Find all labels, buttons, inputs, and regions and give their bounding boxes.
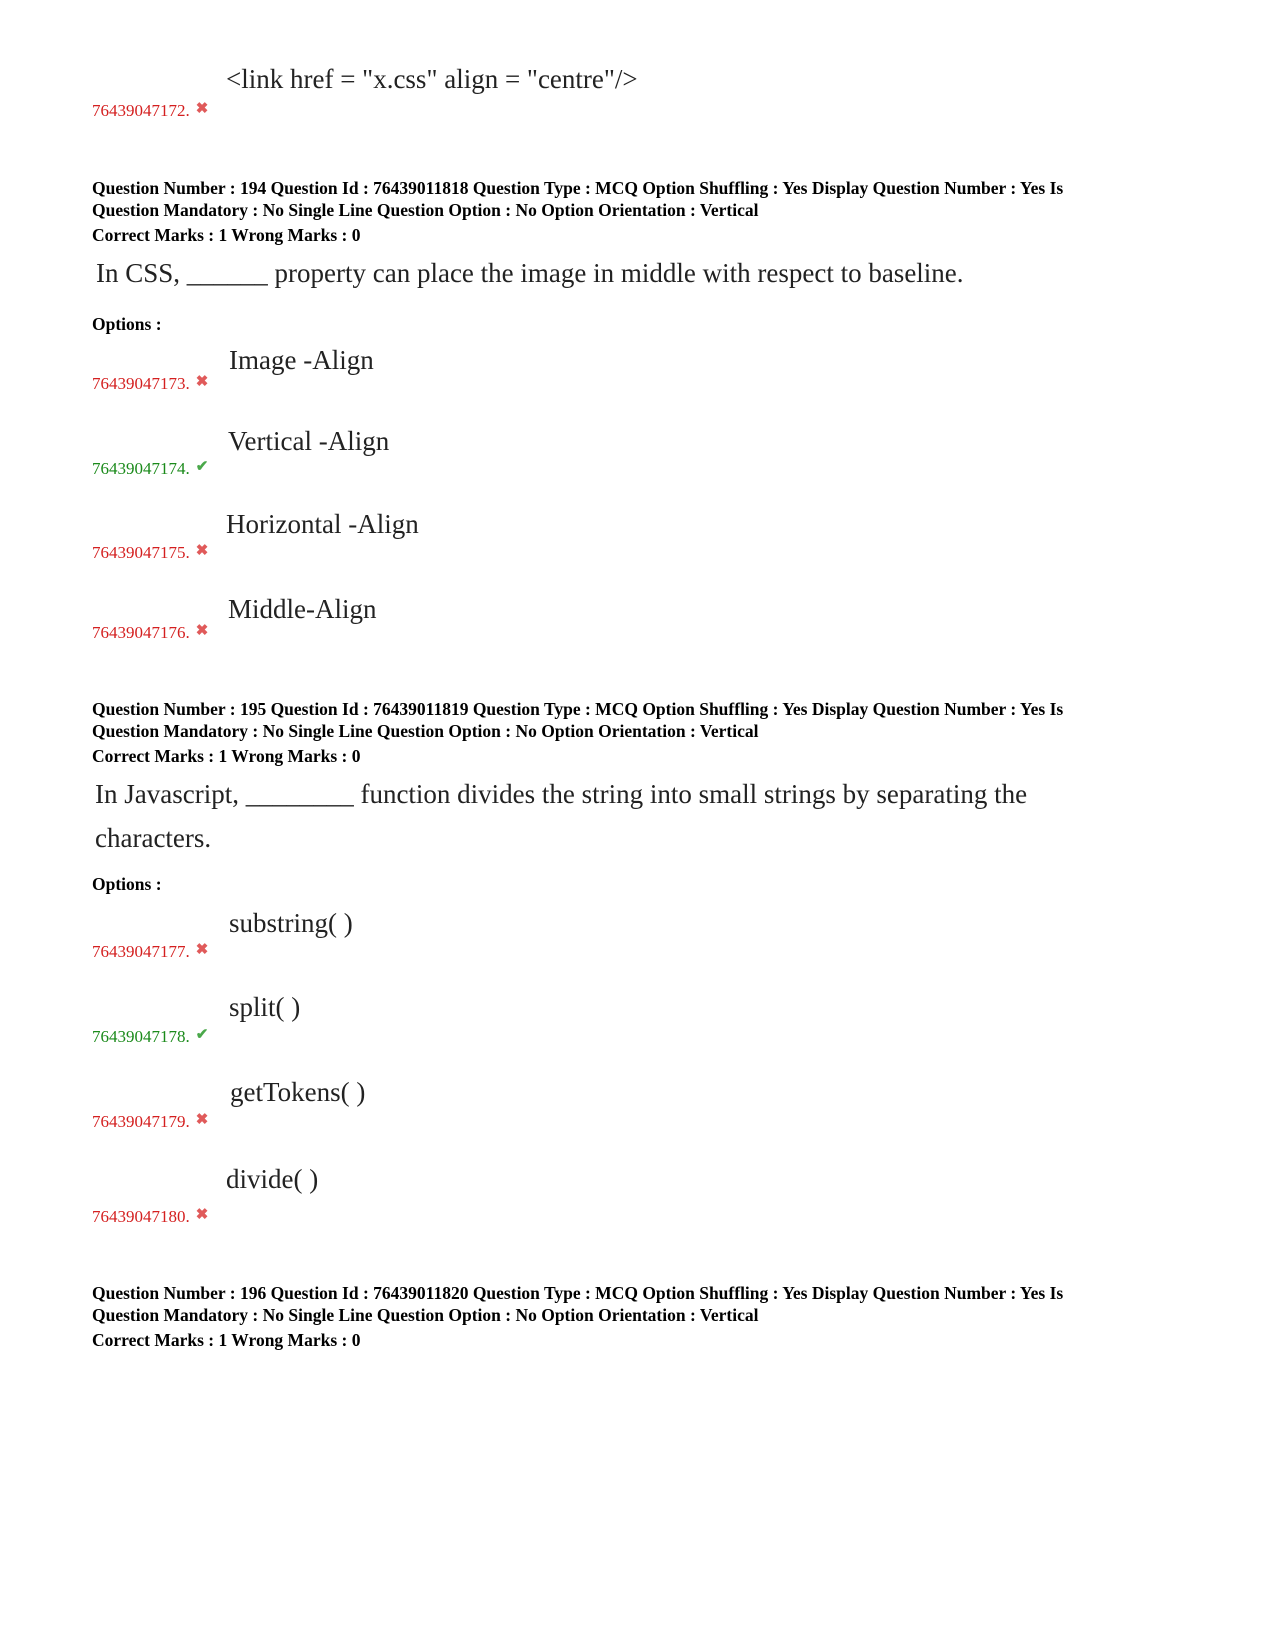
cross-icon: ✖ [195,1207,209,1223]
option-id-text: 76439047179. [92,1112,190,1131]
option-text: Image -Align [229,345,374,375]
check-icon: ✔ [195,1027,209,1043]
option-id [92,99,208,121]
question-marks: Correct Marks : 1 Wrong Marks : 0 [92,225,361,245]
option-id-text: 76439047174. [92,459,190,478]
option-id-text: 76439047173. [92,374,190,393]
option-id-text: 76439047177. [92,942,190,961]
option-id [92,1110,208,1132]
option-text: Middle-Align [228,594,377,624]
option-id-text: 76439047180. [92,1207,190,1226]
question-stem: characters. [95,823,212,853]
option-text: divide( ) [226,1164,319,1194]
question-meta [92,178,1202,221]
question-meta-line: Question Number : 195 Question Id : 76439011819 Question Type : MCQ Option Shuffling : Yes Display Question Number : Yes Is [92,699,1064,719]
question-stem: In Javascript, ________ function divides the string into small strings by separating the [95,779,1028,809]
question-meta-line: Question Mandatory : No Single Line Question Option : No Option Orientation : Vertical [92,1304,759,1325]
options-label: Options : [92,314,162,334]
cross-icon: ✖ [195,101,209,117]
option-text: split( ) [229,992,301,1022]
cross-icon: ✖ [195,1112,209,1128]
option-text: <link href = "x.css" align = "centre"/> [226,64,638,94]
question-meta [92,1283,1202,1326]
cross-icon: ✖ [195,374,209,390]
question-meta-line: Question Mandatory : No Single Line Question Option : No Option Orientation : Vertical [92,720,759,741]
option-id [92,940,208,962]
question-stem: In CSS, ______ property can place the image in middle with respect to baseline. [96,258,964,288]
option-text: substring( ) [229,908,353,938]
check-icon: ✔ [195,459,209,475]
question-meta-line: Question Number : 196 Question Id : 76439011820 Question Type : MCQ Option Shuffling : Yes Display Question Number : Yes Is [92,1283,1064,1303]
question-marks: Correct Marks : 1 Wrong Marks : 0 [92,746,361,766]
option-id [92,541,208,563]
option-id [92,1025,208,1047]
option-id-text: 76439047178. [92,1027,190,1046]
question-meta-line: Question Mandatory : No Single Line Question Option : No Option Orientation : Vertical [92,199,759,220]
options-label: Options : [92,874,162,894]
cross-icon: ✖ [195,623,209,639]
option-id-text: 76439047175. [92,543,190,562]
option-id [92,372,208,394]
option-id-text: 76439047176. [92,623,190,642]
cross-icon: ✖ [195,942,209,958]
option-id [92,457,208,479]
option-id [92,621,208,643]
option-text: Vertical -Align [228,426,390,456]
question-meta [92,699,1202,742]
option-id [92,1205,208,1227]
option-text: getTokens( ) [230,1077,366,1107]
question-marks: Correct Marks : 1 Wrong Marks : 0 [92,1330,361,1350]
option-id-text: 76439047172. [92,101,190,120]
question-meta-line: Question Number : 194 Question Id : 76439011818 Question Type : MCQ Option Shuffling : Yes Display Question Number : Yes Is [92,178,1064,198]
cross-icon: ✖ [195,543,209,559]
option-text: Horizontal -Align [226,509,419,539]
